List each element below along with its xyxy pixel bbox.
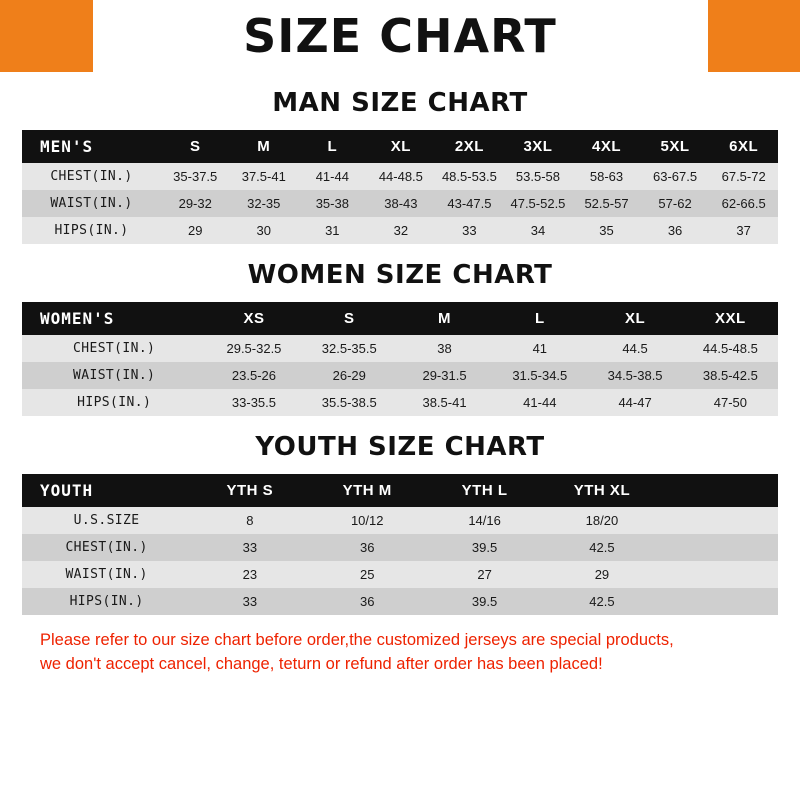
men-hips-4xl: 35 bbox=[599, 223, 614, 238]
women-col-xs: XS bbox=[243, 310, 265, 327]
header-banner bbox=[0, 0, 800, 72]
men-col-l: L bbox=[327, 138, 338, 155]
men-hips-m: 30 bbox=[256, 223, 271, 238]
youth-ussize-empty bbox=[661, 507, 778, 534]
women-size-table bbox=[22, 302, 778, 416]
footer-line-2: we don't accept cancel, change, teturn or refund after order has been placed! bbox=[40, 654, 603, 673]
women-waist-xl: 34.5-38.5 bbox=[607, 368, 663, 383]
men-size-table bbox=[22, 130, 778, 244]
men-hips-6xl: 37 bbox=[736, 223, 751, 238]
youth-hips-l: 39.5 bbox=[471, 594, 498, 609]
men-waist-s: 29-32 bbox=[178, 196, 212, 211]
youth-table-head bbox=[22, 474, 778, 507]
footer-line-1: Please refer to our size chart before order,the customized jerseys are special products, bbox=[40, 631, 674, 649]
men-section-title: MAN SIZE CHART bbox=[272, 88, 528, 118]
table-row bbox=[22, 163, 778, 190]
youth-size-table bbox=[22, 474, 778, 615]
men-waist-4xl: 52.5-57 bbox=[584, 196, 629, 211]
chart-content bbox=[0, 72, 800, 677]
men-waist-3xl: 47.5-52.5 bbox=[510, 196, 566, 211]
women-col-s: S bbox=[343, 310, 355, 327]
men-table-body bbox=[22, 163, 778, 244]
youth-col-xl: YTH XL bbox=[573, 482, 631, 499]
women-header-label: WOMEN'S bbox=[40, 309, 115, 328]
women-col-xxl: XXL bbox=[715, 310, 746, 327]
men-col-4xl: 4XL bbox=[592, 138, 622, 155]
table-row bbox=[22, 190, 778, 217]
youth-header-label: YOUTH bbox=[40, 481, 94, 500]
men-hips-2xl: 33 bbox=[462, 223, 477, 238]
women-hips-s: 35.5-38.5 bbox=[321, 395, 377, 410]
youth-chest-s: 33 bbox=[242, 540, 258, 555]
men-chest-m: 37.5-41 bbox=[241, 169, 286, 184]
youth-hips-s: 33 bbox=[242, 594, 258, 609]
table-row bbox=[22, 588, 778, 615]
men-chest-2xl: 48.5-53.5 bbox=[441, 169, 497, 184]
men-col-2xl: 2XL bbox=[454, 138, 484, 155]
men-chest-4xl: 58-63 bbox=[589, 169, 624, 184]
women-waist-xxl: 38.5-42.5 bbox=[702, 368, 758, 383]
youth-table-body bbox=[22, 507, 778, 615]
men-hips-s: 29 bbox=[187, 223, 203, 238]
header-banner-inner bbox=[93, 0, 708, 72]
women-waist-l: 31.5-34.5 bbox=[512, 368, 568, 383]
youth-hips-m: 36 bbox=[359, 594, 375, 609]
youth-col-empty bbox=[661, 474, 778, 507]
women-section-title: WOMEN SIZE CHART bbox=[247, 260, 553, 290]
youth-waist-m: 25 bbox=[359, 567, 375, 582]
women-table-head bbox=[22, 302, 778, 335]
men-chest-5xl: 63-67.5 bbox=[653, 169, 698, 184]
table-row bbox=[22, 389, 778, 416]
youth-chest-l: 39.5 bbox=[471, 540, 498, 555]
men-chest-xl: 44-48.5 bbox=[378, 169, 423, 184]
youth-row-hips-label: HIPS(IN.) bbox=[69, 594, 144, 609]
men-waist-xl: 38-43 bbox=[384, 196, 418, 211]
men-waist-l: 35-38 bbox=[315, 196, 349, 211]
men-chest-6xl: 67.5-72 bbox=[721, 169, 766, 184]
youth-ussize-m: 10/12 bbox=[350, 513, 384, 528]
men-hips-l: 31 bbox=[325, 223, 340, 238]
women-waist-xs: 23.5-26 bbox=[231, 368, 276, 383]
men-waist-6xl: 62-66.5 bbox=[721, 196, 766, 211]
table-header-row bbox=[22, 474, 778, 507]
table-row bbox=[22, 507, 778, 534]
men-waist-5xl: 57-62 bbox=[658, 196, 692, 211]
men-waist-m: 32-35 bbox=[247, 196, 281, 211]
men-chest-3xl: 53.5-58 bbox=[515, 169, 560, 184]
youth-col-m: YTH M bbox=[342, 482, 392, 499]
women-col-xl: XL bbox=[624, 310, 646, 327]
men-col-xl: XL bbox=[390, 138, 411, 155]
women-table-body bbox=[22, 335, 778, 416]
youth-waist-s: 23 bbox=[242, 567, 258, 582]
women-chest-xs: 29.5-32.5 bbox=[226, 341, 282, 356]
youth-hips-empty bbox=[661, 588, 778, 615]
men-header-label: MEN'S bbox=[40, 137, 94, 156]
men-waist-2xl: 43-47.5 bbox=[447, 196, 492, 211]
men-col-3xl: 3XL bbox=[523, 138, 553, 155]
youth-ussize-l: 14/16 bbox=[468, 513, 501, 528]
women-hips-xxl: 47-50 bbox=[713, 395, 747, 410]
men-chest-s: 35-37.5 bbox=[173, 169, 218, 184]
men-chest-l: 41-44 bbox=[315, 169, 349, 184]
table-header-row bbox=[22, 302, 778, 335]
men-hips-3xl: 34 bbox=[530, 223, 546, 238]
youth-ussize-s: 8 bbox=[246, 513, 254, 528]
youth-chest-xl: 42.5 bbox=[589, 540, 615, 555]
table-row bbox=[22, 534, 778, 561]
women-row-hips-label: HIPS(IN.) bbox=[77, 395, 152, 410]
youth-col-l: YTH L bbox=[461, 482, 508, 499]
youth-hips-xl: 42.5 bbox=[589, 594, 615, 609]
table-header-row bbox=[22, 130, 778, 163]
page-title: SIZE CHART bbox=[243, 9, 557, 63]
women-chest-l: 41 bbox=[532, 341, 548, 356]
table-row bbox=[22, 362, 778, 389]
women-hips-xs: 33-35.5 bbox=[231, 395, 276, 410]
footer-disclaimer bbox=[22, 629, 778, 677]
women-hips-xl: 44-47 bbox=[618, 395, 652, 410]
youth-chest-m: 36 bbox=[359, 540, 375, 555]
women-row-waist-label: WAIST(IN.) bbox=[73, 368, 156, 383]
men-row-hips-label: HIPS(IN.) bbox=[54, 223, 129, 238]
men-col-m: M bbox=[257, 138, 271, 155]
youth-col-s: YTH S bbox=[226, 482, 274, 499]
men-hips-5xl: 36 bbox=[667, 223, 683, 238]
youth-row-chest-label: CHEST(IN.) bbox=[65, 540, 148, 555]
men-hips-xl: 32 bbox=[393, 223, 409, 238]
women-chest-s: 32.5-35.5 bbox=[321, 341, 377, 356]
youth-row-waist-label: WAIST(IN.) bbox=[65, 567, 148, 582]
women-hips-m: 38.5-41 bbox=[422, 395, 467, 410]
table-row bbox=[22, 217, 778, 244]
women-col-l: L bbox=[534, 310, 545, 327]
men-row-chest-label: CHEST(IN.) bbox=[50, 169, 133, 184]
women-chest-xl: 44.5 bbox=[622, 341, 648, 356]
women-col-m: M bbox=[438, 310, 452, 327]
youth-waist-empty bbox=[661, 561, 778, 588]
women-chest-xxl: 44.5-48.5 bbox=[702, 341, 758, 356]
men-col-s: S bbox=[189, 138, 201, 155]
women-waist-m: 29-31.5 bbox=[422, 368, 467, 383]
men-col-6xl: 6XL bbox=[729, 138, 759, 155]
youth-waist-l: 27 bbox=[477, 567, 492, 582]
youth-ussize-xl: 18/20 bbox=[585, 513, 619, 528]
table-row bbox=[22, 561, 778, 588]
men-col-5xl: 5XL bbox=[660, 138, 690, 155]
men-row-waist-label: WAIST(IN.) bbox=[50, 196, 133, 211]
table-row bbox=[22, 335, 778, 362]
men-table-head bbox=[22, 130, 778, 163]
youth-waist-xl: 29 bbox=[594, 567, 610, 582]
women-chest-m: 38 bbox=[437, 341, 452, 356]
youth-chest-empty bbox=[661, 534, 778, 561]
women-hips-l: 41-44 bbox=[523, 395, 557, 410]
youth-section-title: YOUTH SIZE CHART bbox=[255, 432, 545, 462]
women-waist-s: 26-29 bbox=[332, 368, 366, 383]
youth-row-ussize-label: U.S.SIZE bbox=[73, 513, 140, 528]
women-row-chest-label: CHEST(IN.) bbox=[73, 341, 156, 356]
